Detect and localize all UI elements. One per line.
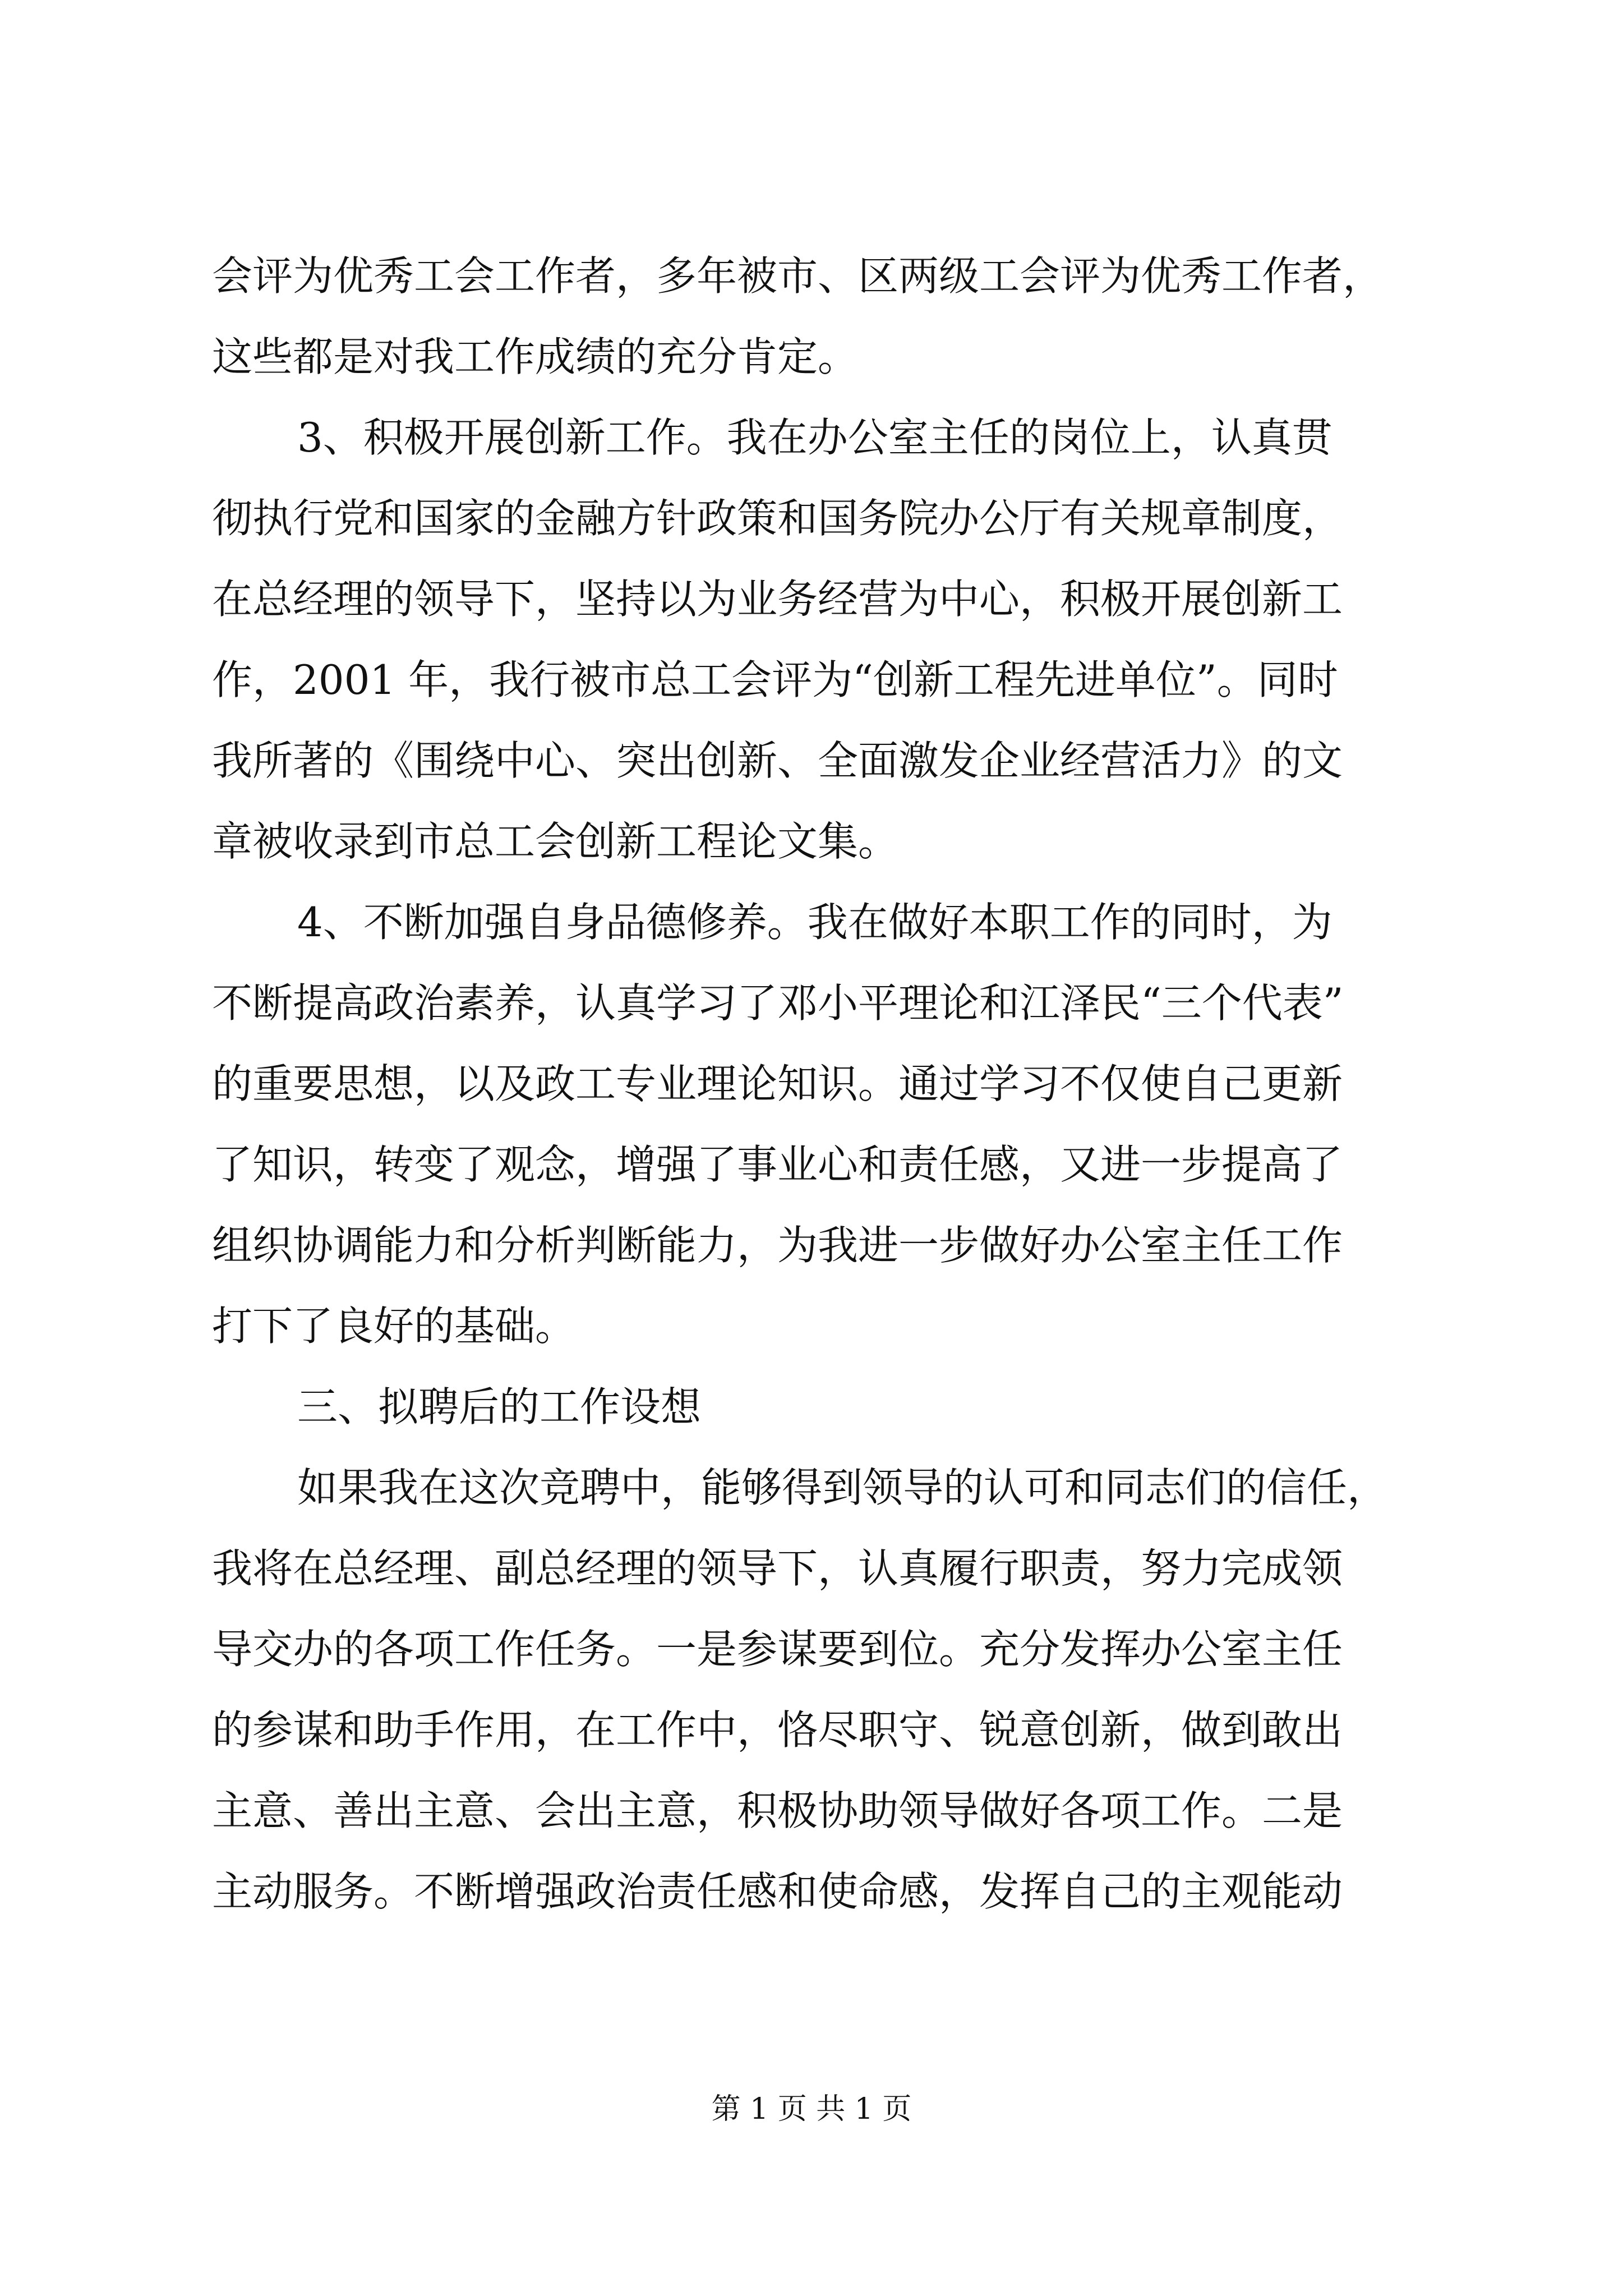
- text-line: [0, 1770, 1623, 1851]
- text-line-content: 4、不断加强自身品德修养。我在做好本职工作的同时，为: [297, 899, 1332, 946]
- text-line: [0, 1043, 1623, 1124]
- text-line: [0, 478, 1623, 559]
- text-line: [0, 801, 1623, 882]
- text-line: [0, 639, 1623, 720]
- text-line: [0, 397, 1623, 478]
- page-footer: 第 1 页 共 1 页: [711, 2092, 912, 2126]
- text-line-content: 主意、善出主意、会出主意，积极协助领导做好各项工作。二是: [212, 1787, 1343, 1834]
- text-line: [0, 1124, 1623, 1205]
- text-line-content: 彻执行党和国家的金融方针政策和国务院办公厅有关规章制度，: [212, 495, 1343, 542]
- text-line: [0, 1286, 1623, 1366]
- text-line: [0, 1447, 1623, 1528]
- text-line-content: 的重要思想，以及政工专业理论知识。通过学习不仅使自己更新: [212, 1060, 1343, 1107]
- text-line-content: 会评为优秀工会工作者，多年被市、区两级工会评为优秀工作者，: [212, 252, 1384, 300]
- text-line: [0, 1690, 1623, 1770]
- text-line: [0, 316, 1623, 397]
- text-line: [0, 1609, 1623, 1690]
- text-line-content: 作，2001 年，我行被市总工会评为“创新工程先进单位”。同时: [212, 656, 1338, 703]
- text-line: [0, 559, 1623, 639]
- text-line-content: 的参谋和助手作用，在工作中，恪尽职守、锐意创新，做到敢出: [212, 1706, 1343, 1754]
- text-line-content: 章被收录到市总工会创新工程论文集。: [212, 818, 899, 865]
- section-heading: [0, 1366, 1623, 1447]
- text-line: [0, 1528, 1623, 1609]
- text-line-content: 这些都是对我工作成绩的充分肯定。: [212, 333, 859, 380]
- text-line: [0, 1205, 1623, 1286]
- text-line-content: 3、积极开展创新工作。我在办公室主任的岗位上，认真贯: [297, 414, 1332, 461]
- text-line: [0, 720, 1623, 801]
- section-heading-text: 三、拟聘后的工作设想: [297, 1383, 702, 1430]
- text-line-content: 不断提高政治素养，认真学习了邓小平理论和江泽民“三个代表”: [212, 979, 1344, 1027]
- text-line: [0, 963, 1623, 1043]
- text-line-content: 我所著的《围绕中心、突出创新、全面激发企业经营活力》的文: [212, 737, 1343, 784]
- text-line: [0, 1851, 1623, 1932]
- text-line-content: 导交办的各项工作任务。一是参谋要到位。充分发挥办公室主任: [212, 1626, 1343, 1673]
- text-line-content: 我将在总经理、副总经理的领导下，认真履行职责，努力完成领: [212, 1545, 1343, 1592]
- text-line-content: 如果我在这次竞聘中，能够得到领导的认可和同志们的信任，: [297, 1464, 1388, 1511]
- text-line: [0, 236, 1623, 316]
- text-line-content: 了知识，转变了观念，增强了事业心和责任感，又进一步提高了: [212, 1141, 1343, 1188]
- text-line-content: 打下了良好的基础。: [212, 1303, 576, 1350]
- text-line: [0, 882, 1623, 963]
- text-line-content: 组织协调能力和分析判断能力，为我进一步做好办公室主任工作: [212, 1222, 1343, 1269]
- text-line-content: 在总经理的领导下，坚持以为业务经营为中心，积极开展创新工: [212, 576, 1343, 623]
- text-line-content: 主动服务。不断增强政治责任感和使命感，发挥自己的主观能动: [212, 1868, 1343, 1915]
